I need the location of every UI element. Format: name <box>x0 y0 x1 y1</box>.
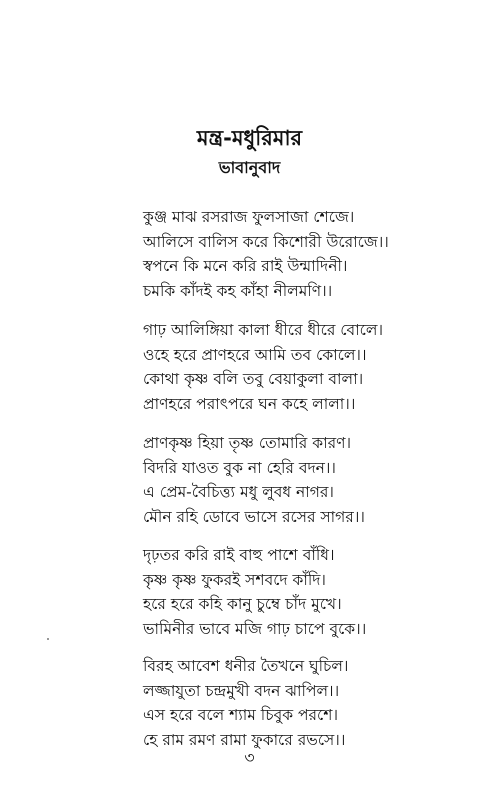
poem-line: মৌন রহি ডোবে ভাসে রসের সাগর।। <box>143 507 365 526</box>
poem-line: চমকি কাঁদই কহ কাঁহা নীলমণি।। <box>143 281 333 300</box>
poem-line: কৃষ্ণ কৃষ্ণ ফুকরই সশবদে কাঁদি। <box>143 570 326 589</box>
poem-line: বিদরি যাওত বুক না হেরি বদন।। <box>143 458 336 477</box>
stanza <box>143 205 483 303</box>
poem-line: কোথা কৃষ্ণ বলি তবু বেয়াকুলা বালা। <box>143 370 364 388</box>
stanza <box>143 318 483 416</box>
poem-line: হে রাম রমণ রামা ফুকারে রভসে।। <box>143 730 346 749</box>
poem-line: বিরহ আবেশ ধনীর তৈখনে ঘুচিল। <box>143 657 349 675</box>
poem-line: ওহে হরে প্রাণহরে আমি তব কোলে।। <box>143 345 367 364</box>
poem-line: কুঞ্জ মাঝ রসরাজ ফুলসাজা শেজে। <box>143 208 355 226</box>
poem-line: ভামিনীর ভাবে মজি গাঢ় চাপে বুকে।। <box>143 619 367 638</box>
poem-line: আলিসে বালিস করে কিশোরী উরোজে।। <box>143 232 389 251</box>
stanza <box>143 431 483 529</box>
scan-speck <box>47 638 49 640</box>
page-number: ৩ <box>244 748 255 767</box>
poem-title: মন্ত্র-মধুরিমার <box>196 126 303 150</box>
poem-line: দৃঢ়তর করি রাই বাহু পাশে বাঁধি। <box>143 546 335 564</box>
stanza <box>143 654 483 752</box>
poem-line: প্রাণহরে পরাৎপরে ঘন কহে লালা।। <box>143 394 356 413</box>
poem-line: প্রাণকৃষ্ণ হিয়া তৃষ্ণ তোমারি কারণ। <box>143 434 352 452</box>
poem-line: এ প্রেম-বৈচিত্ত্য মধু লুবধ নাগর। <box>143 483 334 501</box>
poem-line: হরে হরে কহি কানু চুম্বে চাঁদ মুখে। <box>143 595 342 613</box>
poem-line: গাঢ় আলিঙ্গিয়া কালা ধীরে ধীরে বোলে। <box>143 321 384 339</box>
poem-line: লজ্জাযুতা চন্দ্রমুখী বদন ঝাপিল।। <box>143 681 340 700</box>
stanza <box>143 543 483 641</box>
poem-line: স্বপনে কি মনে করি রাই উন্মাদিনী। <box>143 257 348 275</box>
poem-subtitle: ভাবানুবাদ <box>218 158 281 177</box>
poem-line: এস হরে বলে শ্যাম চিবুক পরশে। <box>143 706 338 724</box>
